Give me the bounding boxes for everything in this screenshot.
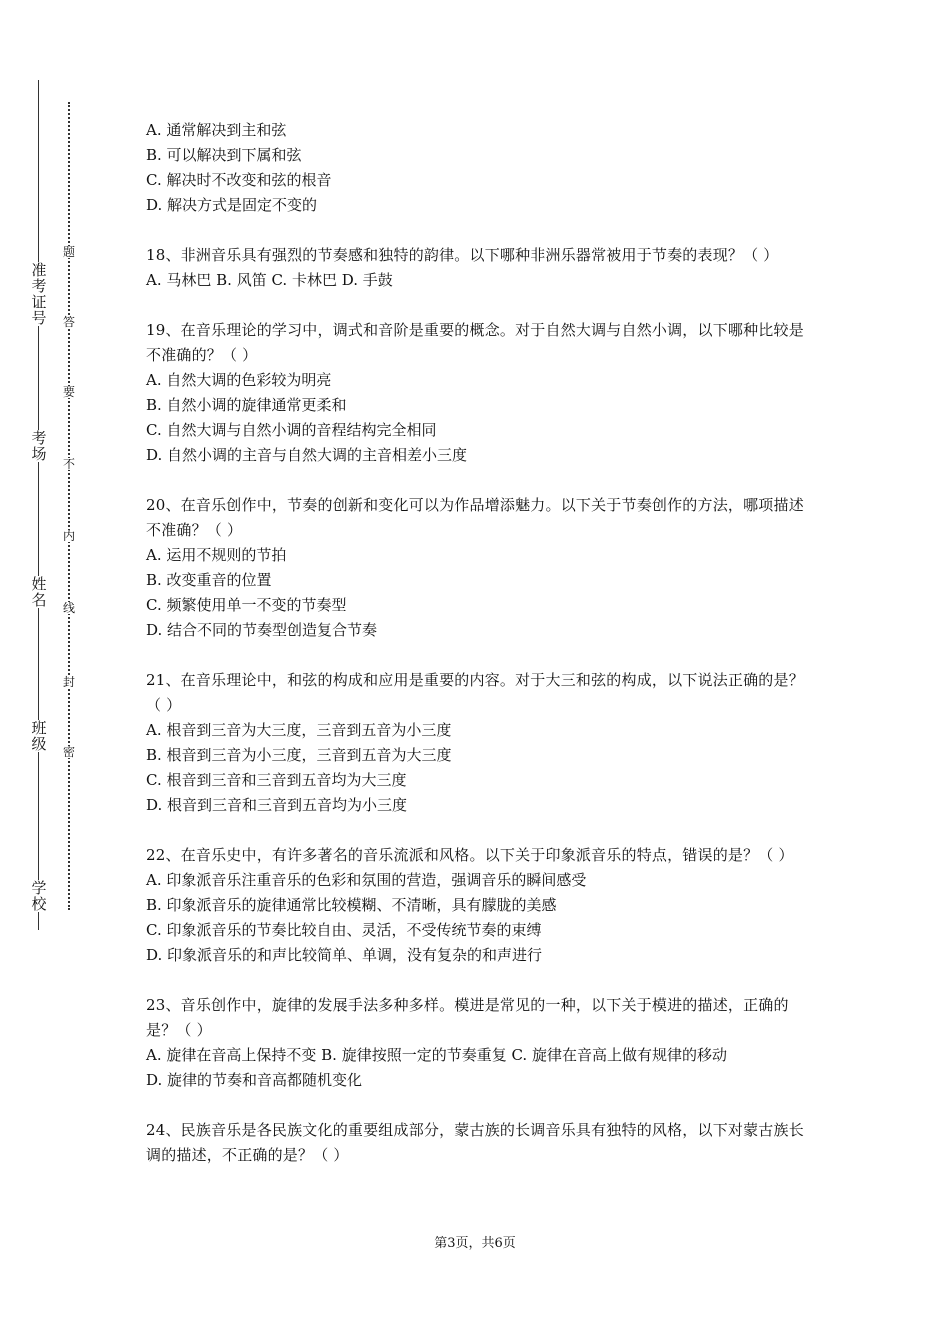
question (146, 493, 811, 643)
field-label-char: 考 (31, 277, 47, 295)
field-label-char: 考 (31, 429, 47, 447)
field-class (24, 720, 54, 752)
option: A. 通常解决到主和弦 (146, 121, 287, 139)
question-stem: 19、在音乐理论的学习中，调式和音阶是重要的概念。对于自然大调与自然小调，以下哪种比较是不准确的？（ ） (146, 321, 804, 364)
option: C. 自然大调与自然小调的音程结构完全相同 (146, 421, 437, 439)
option: A. 印象派音乐注重音乐的色彩和氛围的营造，强调音乐的瞬间感受 (146, 871, 587, 889)
option: B. 印象派音乐的旋律通常比较模糊、不清晰，具有朦胧的美感 (146, 896, 557, 914)
question (146, 993, 811, 1093)
question-content (146, 118, 811, 1193)
question (146, 668, 811, 818)
seal-char: 封 (62, 675, 75, 689)
partial-question-17 (146, 118, 811, 218)
question-stem: 21、在音乐理论中，和弦的构成和应用是重要的内容。对于大三和弦的构成，以下说法正确的是？（ ） (146, 671, 804, 714)
seal-char: 内 (62, 529, 75, 543)
option: A. 根音到三音为大三度，三音到五音为小三度 (146, 721, 452, 739)
question-stem: 23、音乐创作中，旋律的发展手法多种多样。模进是常见的一种，以下关于模进的描述，正确的是？（ ） (146, 996, 789, 1039)
option: C. 印象派音乐的节奏比较自由、灵活，不受传统节奏的束缚 (146, 921, 542, 939)
option: A. 马林巴 B. 风笛 C. 卡林巴 D. 手鼓 (146, 271, 393, 289)
option: D. 根音到三音和三音到五音均为小三度 (146, 796, 408, 814)
option: A. 运用不规则的节拍 (146, 546, 287, 564)
field-label-char: 班 (31, 719, 47, 737)
field-name (24, 576, 54, 608)
page-footer: 第3页，共6页 (434, 1236, 516, 1251)
field-label-char: 准 (31, 261, 47, 279)
option: C. 频繁使用单一不变的节奏型 (146, 596, 347, 614)
option: C. 根音到三音和三音到五音均为大三度 (146, 771, 407, 789)
question-stem: 24、民族音乐是各民族文化的重要组成部分，蒙古族的长调音乐具有独特的风格，以下对蒙古族长调的描述，不正确的是？（ ） (146, 1121, 804, 1164)
field-label-char: 校 (31, 895, 47, 913)
option: D. 自然小调的主音与自然大调的主音相差小三度 (146, 446, 468, 464)
field-label-char: 学 (31, 879, 47, 897)
question (146, 1118, 811, 1168)
option: D. 印象派音乐的和声比较简单、单调，没有复杂的和声进行 (146, 946, 543, 964)
seal-char: 密 (62, 745, 75, 759)
seal-char: 要 (62, 385, 75, 399)
seal-char: 题 (62, 245, 75, 259)
field-label-char: 证 (31, 293, 47, 311)
option: D. 旋律的节奏和音高都随机变化 (146, 1071, 363, 1089)
field-label-char: 姓 (31, 575, 47, 593)
question (146, 243, 811, 293)
option: B. 自然小调的旋律通常更柔和 (146, 396, 347, 414)
option: B. 可以解决到下属和弦 (146, 146, 302, 164)
seal-char: 答 (62, 315, 75, 329)
option: B. 改变重音的位置 (146, 571, 272, 589)
field-school (24, 880, 54, 912)
option: A. 自然大调的色彩较为明亮 (146, 371, 332, 389)
binding-solid-line (38, 80, 39, 930)
field-label-char: 名 (31, 591, 47, 609)
option: D. 解决方式是固定不变的 (146, 196, 318, 214)
question-stem: 20、在音乐创作中，节奏的创新和变化可以为作品增添魅力。以下关于节奏创作的方法，哪项描述不准确？（ ） (146, 496, 804, 539)
field-label-char: 场 (31, 445, 47, 463)
question (146, 843, 811, 968)
option: D. 结合不同的节奏型创造复合节奏 (146, 621, 378, 639)
binding-margin (18, 80, 78, 940)
field-exam-number (24, 262, 54, 326)
question-list (146, 243, 811, 1168)
option: B. 根音到三音为小三度，三音到五音为大三度 (146, 746, 452, 764)
seal-char: 不 (62, 457, 75, 471)
question-stem: 18、非洲音乐具有强烈的节奏感和独特的韵律。以下哪种非洲乐器常被用于节奏的表现？（ ） (146, 246, 779, 264)
question (146, 318, 811, 468)
binding-dotted-line (68, 102, 70, 910)
option: A. 旋律在音高上保持不变 B. 旋律按照一定的节奏重复 C. 旋律在音高上做有规律的移动 (146, 1046, 727, 1064)
field-exam-room (24, 430, 54, 462)
field-label-char: 级 (31, 735, 47, 753)
option: C. 解决时不改变和弦的根音 (146, 171, 332, 189)
field-label-char: 号 (31, 309, 47, 327)
seal-char: 线 (62, 601, 75, 615)
question-stem: 22、在音乐史中，有许多著名的音乐流派和风格。以下关于印象派音乐的特点，错误的是？（ ） (146, 846, 794, 864)
